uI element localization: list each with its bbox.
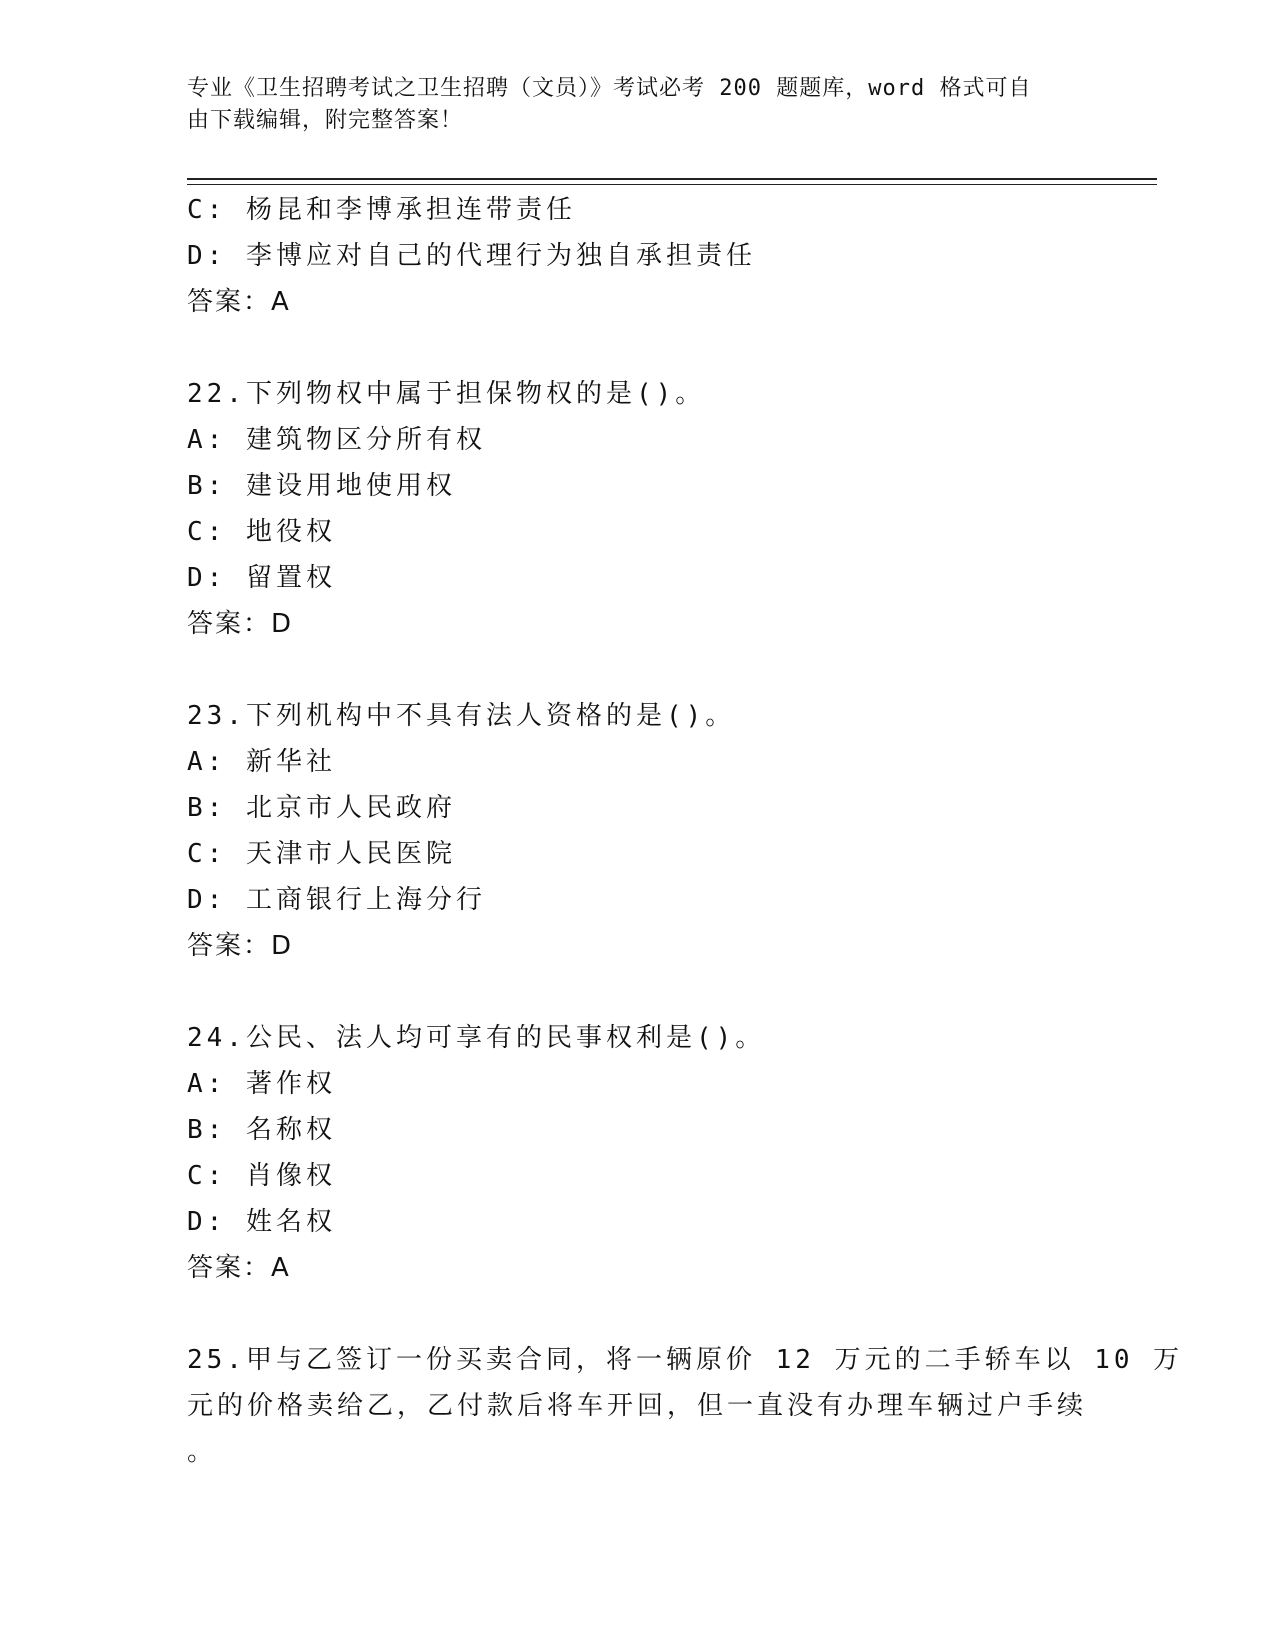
question-stem: 24.公民、法人均可享有的民事权利是()。 [187,1023,766,1053]
option-b: B: 北京市人民政府 [187,793,456,823]
option-a: A: 建筑物区分所有权 [187,425,486,455]
option-d: D: 留置权 [187,563,336,593]
question-stem-line-2: 元的价格卖给乙，乙付款后将车开回，但一直没有办理车辆过户手续 [187,1391,1088,1421]
question-24 [187,1015,1087,1291]
option-c: C: 天津市人民医院 [187,839,456,869]
question-22 [187,371,1087,647]
answer-line: 答案：D [187,609,294,639]
option-a: A: 新华社 [187,747,336,777]
header-divider-thin [187,184,1157,185]
option-d: D: 李博应对自己的代理行为独自承担责任 [187,241,756,271]
question-stem: 23.下列机构中不具有法人资格的是()。 [187,701,736,731]
question-stem-line-1: 25.甲与乙签订一份买卖合同，将一辆原价 12 万元的二手轿车以 10 万 [187,1345,1184,1375]
option-b: B: 建设用地使用权 [187,471,456,501]
answer-line: 答案：A [187,287,291,317]
option-d: D: 姓名权 [187,1207,336,1237]
option-c: C: 杨昆和李博承担连带责任 [187,195,576,225]
option-c: C: 地役权 [187,517,336,547]
option-a: A: 著作权 [187,1069,336,1099]
question-stem: 22.下列物权中属于担保物权的是()。 [187,379,706,409]
header-line-1: 专业《卫生招聘考试之卫生招聘（文员）》考试必考 200 题题库，word 格式可自 [187,76,1032,101]
question-list [187,187,1184,1475]
header-line-2: 由下载编辑，附完整答案！ [187,108,464,133]
question-25 [187,1337,1184,1475]
question-stem-line-3: 。 [187,1437,218,1467]
document-header [187,73,1057,137]
option-d: D: 工商银行上海分行 [187,885,486,915]
header-divider-thick [187,178,1157,180]
question-23 [187,693,1087,969]
option-b: B: 名称权 [187,1115,336,1145]
option-c: C: 肖像权 [187,1161,336,1191]
answer-line: 答案：D [187,931,294,961]
answer-line: 答案：A [187,1253,291,1283]
